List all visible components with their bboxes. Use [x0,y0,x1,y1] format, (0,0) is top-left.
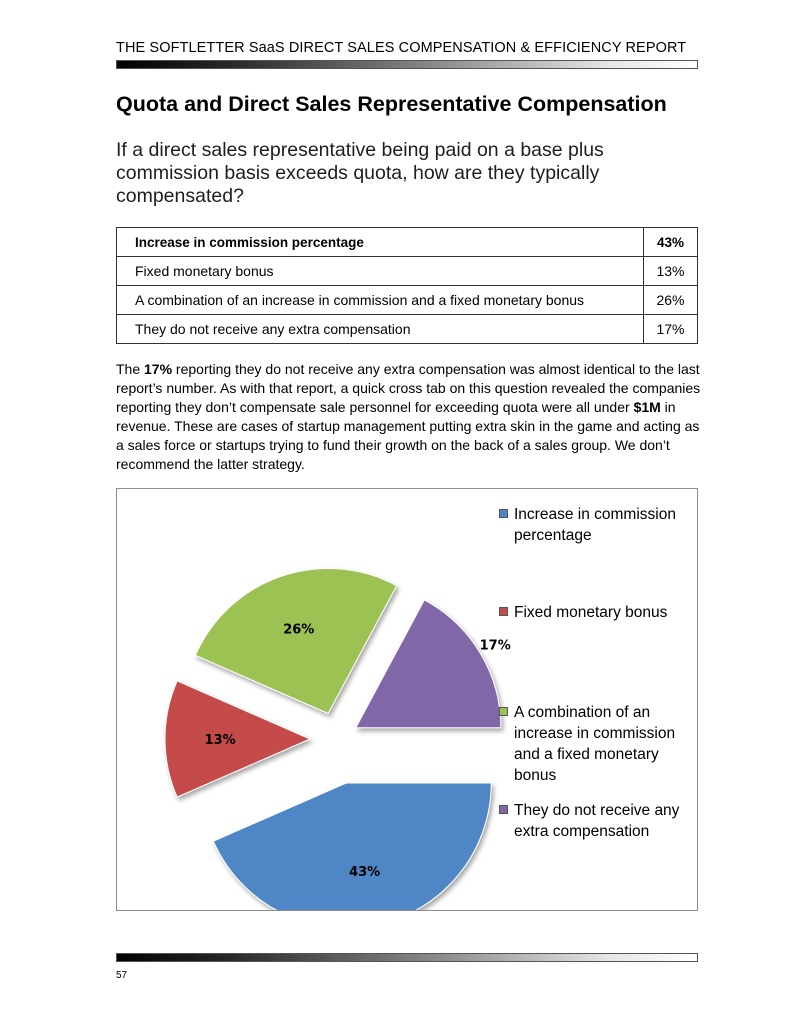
pie-slice [165,681,310,797]
pie-slice-label: 26% [283,622,315,638]
running-header-title: THE SOFTLETTER SaaS DIRECT SALES COMPENSATION & EFFICIENCY REPORT [116,40,687,56]
legend-label: A combination of an increase in commission and a fixed monetary bonus [514,704,676,784]
para-bold-2: $1M [633,399,661,415]
footer-gradient-bar [116,953,698,962]
pie-slice-label: 43% [349,865,381,881]
page-number: 57 [116,970,128,981]
pie-slice [195,568,396,713]
legend-item [499,602,689,623]
para-text-1: The [116,361,145,377]
body-paragraph [116,360,706,474]
row-value: 13% [644,257,698,286]
table-row [117,286,698,315]
row-value: 26% [644,286,698,315]
row-value: 17% [644,315,698,344]
legend-item [499,504,689,546]
legend-swatch [499,805,508,814]
row-value: 43% [644,228,698,257]
legend-swatch [499,607,508,616]
table-row [117,315,698,344]
row-label: Fixed monetary bonus [117,257,644,286]
row-label: Increase in commission percentage [117,228,644,257]
legend-label: Fixed monetary bonus [514,604,668,621]
legend-label: They do not receive any extra compensation [514,802,680,840]
para-text-2: reporting they do not receive any extra compensation was almost identical to the last report’s number. As with that report, a quick cross tab on this question revealed the companies reporting they don’t compensate sale personnel for exceeding quota were all under [116,361,701,415]
pie-chart-frame [116,488,698,911]
legend-item [499,800,689,842]
results-table [116,227,698,344]
section-title: Quota and Direct Sales Representative Compensation [116,92,667,116]
para-bold-1: 17% [144,361,173,377]
pie-slice-label: 17% [479,638,511,654]
header-gradient-bar [116,60,698,69]
survey-question: If a direct sales representative being paid on a base plus commission basis exceeds quota, how are they typically compensated? [116,139,604,207]
table-row [117,228,698,257]
para-text-3: in revenue. These are cases of startup management putting extra skin in the game and acting as a sales force or startups trying to fund their growth on the back of a sales group. We don’t recommend the latter strategy. [116,399,700,472]
row-label: A combination of an increase in commission and a fixed monetary bonus [117,286,644,315]
legend-swatch [499,509,508,518]
legend-item [499,702,689,786]
legend-label: Increase in commission percentage [514,506,676,544]
pie-chart [117,489,697,910]
legend-swatch [499,707,508,716]
table-row [117,257,698,286]
pie-slice [213,783,491,910]
row-label: They do not receive any extra compensation [117,315,644,344]
pie-slice-label: 13% [204,733,236,748]
